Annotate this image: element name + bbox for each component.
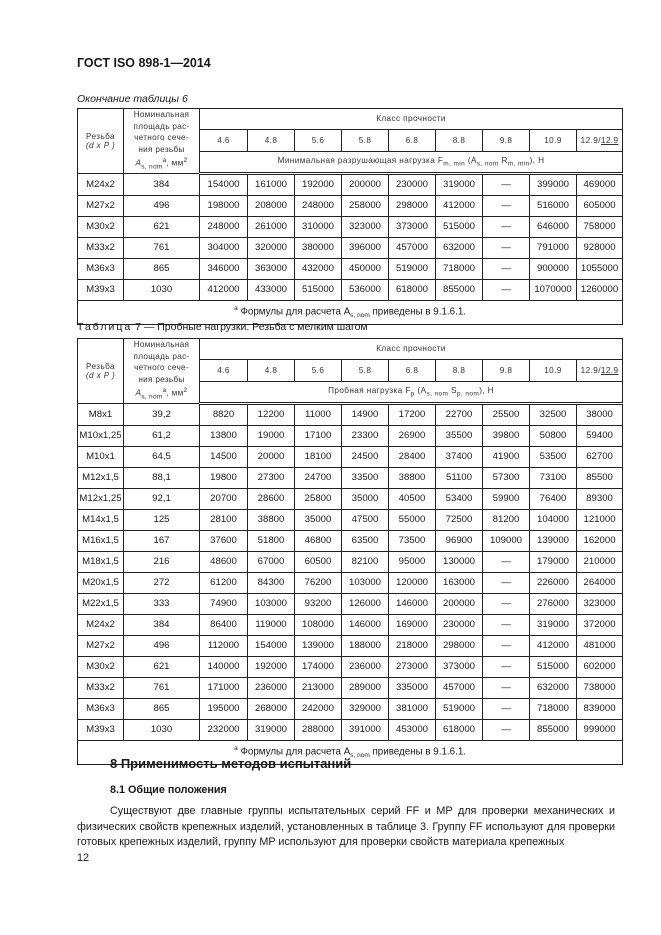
thread-cell: M33x2 (78, 677, 124, 698)
load-cell: 37600 (200, 530, 248, 551)
load-cell: 632000 (530, 677, 577, 698)
class-row: 4.6 4.8 5.6 5.8 6.8 8.8 9.8 10.9 12.9/12.9 (78, 129, 623, 151)
load-cell: 289000 (342, 677, 389, 698)
load-cell: 163000 (436, 572, 483, 593)
load-cell: 171000 (200, 677, 248, 698)
area-cell: 496 (124, 635, 200, 656)
load-cell: 74900 (200, 593, 248, 614)
area-cell: 167 (124, 530, 200, 551)
area-cell: 761 (124, 237, 200, 258)
load-cell: 192000 (248, 656, 295, 677)
load-cell: 432000 (295, 258, 342, 279)
load-cell: — (483, 656, 530, 677)
subsection-title: 8.1 Общие положения (110, 784, 227, 796)
thread-cell: M14x1,5 (78, 509, 124, 530)
load-cell: 146000 (389, 593, 436, 614)
load-cell: 516000 (530, 195, 577, 216)
load-cell: 412000 (200, 279, 248, 300)
load-cell: 433000 (248, 279, 295, 300)
load-cell: 14500 (200, 446, 248, 467)
section-title: 8 Применимость методов испытаний (110, 756, 352, 771)
load-cell: 226000 (530, 572, 577, 593)
load-cell: 17100 (295, 425, 342, 446)
load-cell: 96900 (436, 530, 483, 551)
table-row (78, 530, 623, 551)
load-cell: 208000 (248, 195, 295, 216)
body-paragraph: Существуют две главные группы испытательных серий FF и MP для проверки механических и физических свойств крепежных изделий, установленных в таблице 3. Группу FF используют для проверки готовых крепежных изделий, группу MP используют для проверки свойств материала крепежных (77, 805, 615, 848)
load-cell: 515000 (436, 216, 483, 237)
load-cell: 33500 (342, 467, 389, 488)
load-cell: 81200 (483, 509, 530, 530)
load-cell: 28600 (248, 488, 295, 509)
area-cell: 865 (124, 258, 200, 279)
load-cell: 38800 (389, 467, 436, 488)
load-cell: 86400 (200, 614, 248, 635)
load-cell: — (483, 216, 530, 237)
thread-header: Резьба (d x P ) (78, 109, 124, 174)
load-cell: 39800 (483, 425, 530, 446)
load-cell: 20000 (248, 446, 295, 467)
thread-cell: M30x2 (78, 216, 124, 237)
load-cell: 1260000 (577, 279, 623, 300)
load-cell: 261000 (248, 216, 295, 237)
table-row (78, 656, 623, 677)
thread-cell: M22x1,5 (78, 593, 124, 614)
table-row (78, 593, 623, 614)
load-cell: 319000 (248, 719, 295, 740)
load-cell: — (483, 195, 530, 216)
thread-cell: M24x2 (78, 614, 124, 635)
load-cell: 12200 (248, 403, 295, 425)
load-cell: 25800 (295, 488, 342, 509)
load-cell: 999000 (577, 719, 623, 740)
load-cell: 112000 (200, 635, 248, 656)
table7 (77, 338, 623, 765)
load-cell: 26900 (389, 425, 436, 446)
load-cell: — (483, 635, 530, 656)
load-cell: 104000 (530, 509, 577, 530)
area-cell: 272 (124, 572, 200, 593)
load-cell: 51800 (248, 530, 295, 551)
load-cell: 169000 (389, 614, 436, 635)
area-header: Номинальная площадь рас- четного сече- ния резьбы $A_{s, nom}^a$, $мм^2$ (124, 109, 200, 174)
load-header: Минимальная разрушающая нагрузка $F_{m, min}$ ($A_{s, nom}$ $R_{m, min}$), Н (200, 151, 623, 173)
load-cell: 63500 (342, 530, 389, 551)
page-number: 12 (77, 852, 90, 864)
thread-cell: M20x1,5 (78, 572, 124, 593)
load-cell: — (483, 279, 530, 300)
load-cell: 109000 (483, 530, 530, 551)
load-cell: 230000 (389, 173, 436, 195)
table-row (78, 216, 623, 237)
load-cell: 32500 (530, 403, 577, 425)
load-cell: 35000 (342, 488, 389, 509)
area-cell: 384 (124, 614, 200, 635)
load-cell: 119000 (248, 614, 295, 635)
load-cell: 323000 (577, 593, 623, 614)
thread-cell: M36x3 (78, 698, 124, 719)
area-cell: 216 (124, 551, 200, 572)
area-cell: 88,1 (124, 467, 200, 488)
load-cell: 329000 (342, 698, 389, 719)
load-cell: 319000 (530, 614, 577, 635)
load-cell: 319000 (436, 173, 483, 195)
table-row (78, 572, 623, 593)
load-cell: 38800 (248, 509, 295, 530)
load-cell: 242000 (295, 698, 342, 719)
load-cell: 928000 (577, 237, 623, 258)
load-cell: 210000 (577, 551, 623, 572)
table-row (78, 258, 623, 279)
load-cell: 372000 (577, 614, 623, 635)
load-cell: 412000 (436, 195, 483, 216)
load-cell: 264000 (577, 572, 623, 593)
load-cell: — (483, 593, 530, 614)
load-cell: 27300 (248, 467, 295, 488)
thread-cell: M18x1,5 (78, 551, 124, 572)
load-cell: 298000 (389, 195, 436, 216)
load-cell: 236000 (342, 656, 389, 677)
table6-body (78, 173, 623, 300)
load-cell: 73500 (389, 530, 436, 551)
table-row (78, 403, 623, 425)
table-row (78, 488, 623, 509)
load-cell: 23300 (342, 425, 389, 446)
thread-cell: M16x1,5 (78, 530, 124, 551)
load-cell: 76400 (530, 488, 577, 509)
load-cell: 154000 (200, 173, 248, 195)
table-row (78, 614, 623, 635)
load-cell: 218000 (389, 635, 436, 656)
table-row (78, 173, 623, 195)
load-cell: 22700 (436, 403, 483, 425)
load-cell: 179000 (530, 551, 577, 572)
table-row (78, 677, 623, 698)
load-cell: 154000 (248, 635, 295, 656)
load-cell: 11000 (295, 403, 342, 425)
load-cell: 469000 (577, 173, 623, 195)
load-cell: 95000 (389, 551, 436, 572)
load-cell: 320000 (248, 237, 295, 258)
load-cell: 412000 (530, 635, 577, 656)
load-cell: 195000 (200, 698, 248, 719)
load-cell: 900000 (530, 258, 577, 279)
load-cell: 72500 (436, 509, 483, 530)
load-cell: 298000 (436, 635, 483, 656)
load-cell: 381000 (389, 698, 436, 719)
load-cell: 605000 (577, 195, 623, 216)
load-cell: 48600 (200, 551, 248, 572)
load-cell: 50800 (530, 425, 577, 446)
table7-caption: Таблица 7 — Пробные нагрузки. Резьба с мелким шагом (77, 321, 368, 333)
load-cell: 40500 (389, 488, 436, 509)
load-cell: 1055000 (577, 258, 623, 279)
table6-caption: Окончание таблицы 6 (77, 93, 188, 105)
class-row: 4.6 4.8 5.6 5.8 6.8 8.8 9.8 10.9 12.9/12.9 (78, 359, 623, 381)
area-cell: 761 (124, 677, 200, 698)
load-cell: — (483, 258, 530, 279)
load-cell: 53500 (530, 446, 577, 467)
area-cell: 64,5 (124, 446, 200, 467)
load-cell: — (483, 719, 530, 740)
load-cell: 85500 (577, 467, 623, 488)
area-cell: 92,1 (124, 488, 200, 509)
load-cell: 51100 (436, 467, 483, 488)
load-cell: 515000 (530, 656, 577, 677)
load-cell: 200000 (436, 593, 483, 614)
load-cell: 38000 (577, 403, 623, 425)
load-cell: 457000 (389, 237, 436, 258)
load-cell: 121000 (577, 509, 623, 530)
load-cell: — (483, 698, 530, 719)
load-cell: 346000 (200, 258, 248, 279)
load-cell: 519000 (389, 258, 436, 279)
load-cell: 453000 (389, 719, 436, 740)
load-cell: 139000 (295, 635, 342, 656)
load-cell: 126000 (342, 593, 389, 614)
area-cell: 39,2 (124, 403, 200, 425)
load-cell: 146000 (342, 614, 389, 635)
load-cell: 28400 (389, 446, 436, 467)
load-cell: 198000 (200, 195, 248, 216)
area-cell: 333 (124, 593, 200, 614)
thread-cell: M39x3 (78, 719, 124, 740)
load-cell: 120000 (389, 572, 436, 593)
load-cell: 46800 (295, 530, 342, 551)
area-header: Номинальная площадь рас- четного сече- ния резьбы $A_{s, nom}^a$, $мм^2$ (124, 339, 200, 404)
load-cell: 47500 (342, 509, 389, 530)
load-cell: 18100 (295, 446, 342, 467)
strength-class-header: Класс прочности (200, 339, 623, 360)
load-cell: 515000 (295, 279, 342, 300)
strength-class-header: Класс прочности (200, 109, 623, 130)
load-cell: — (483, 173, 530, 195)
load-cell: 25500 (483, 403, 530, 425)
document-header: ГОСТ ISO 898-1—2014 (77, 56, 211, 70)
load-cell: — (483, 614, 530, 635)
load-cell: 139000 (530, 530, 577, 551)
thread-cell: M30x2 (78, 656, 124, 677)
load-cell: 335000 (389, 677, 436, 698)
table-row (78, 195, 623, 216)
thread-cell: M33x2 (78, 237, 124, 258)
load-cell: 108000 (295, 614, 342, 635)
table-row (78, 551, 623, 572)
load-cell: 288000 (295, 719, 342, 740)
area-cell: 1030 (124, 719, 200, 740)
load-cell: 84300 (248, 572, 295, 593)
load-cell: 232000 (200, 719, 248, 740)
load-cell: 53400 (436, 488, 483, 509)
load-cell: 13800 (200, 425, 248, 446)
table-row (78, 279, 623, 300)
table-row (78, 635, 623, 656)
load-cell: 373000 (436, 656, 483, 677)
area-cell: 1030 (124, 279, 200, 300)
load-cell: 130000 (436, 551, 483, 572)
load-cell: 618000 (389, 279, 436, 300)
load-cell: 35500 (436, 425, 483, 446)
load-cell: 213000 (295, 677, 342, 698)
load-cell: 380000 (295, 237, 342, 258)
load-cell: 399000 (530, 173, 577, 195)
load-cell: 310000 (295, 216, 342, 237)
load-cell: 519000 (436, 698, 483, 719)
area-cell: 621 (124, 216, 200, 237)
load-cell: 248000 (200, 216, 248, 237)
load-cell: 89300 (577, 488, 623, 509)
load-cell: 839000 (577, 698, 623, 719)
thread-cell: M27x2 (78, 635, 124, 656)
load-cell: 268000 (248, 698, 295, 719)
thread-cell: M36x3 (78, 258, 124, 279)
load-cell: 19800 (200, 467, 248, 488)
table7-footnote: $^a$ Формулы для расчета $A_{s, nom}$ приведены в 9.1.6.1. (78, 740, 623, 764)
load-cell: 57300 (483, 467, 530, 488)
load-cell: 55000 (389, 509, 436, 530)
load-cell: 236000 (248, 677, 295, 698)
load-cell: 258000 (342, 195, 389, 216)
load-cell: 718000 (530, 698, 577, 719)
load-cell: 457000 (436, 677, 483, 698)
load-cell: 19000 (248, 425, 295, 446)
load-cell: 41900 (483, 446, 530, 467)
load-cell: 248000 (295, 195, 342, 216)
load-cell: 161000 (248, 173, 295, 195)
load-cell: 60500 (295, 551, 342, 572)
load-cell: 200000 (342, 173, 389, 195)
load-cell: 373000 (389, 216, 436, 237)
load-cell: 140000 (200, 656, 248, 677)
area-cell: 621 (124, 656, 200, 677)
load-cell: 82100 (342, 551, 389, 572)
thread-cell: M10x1 (78, 446, 124, 467)
load-cell: 718000 (436, 258, 483, 279)
table-row (78, 467, 623, 488)
load-cell: 536000 (342, 279, 389, 300)
load-cell: 73100 (530, 467, 577, 488)
load-cell: 646000 (530, 216, 577, 237)
load-cell: 450000 (342, 258, 389, 279)
load-cell: 230000 (436, 614, 483, 635)
load-cell: 276000 (530, 593, 577, 614)
load-cell: 1070000 (530, 279, 577, 300)
table-row (78, 719, 623, 740)
thread-cell: M27x2 (78, 195, 124, 216)
load-cell: 632000 (436, 237, 483, 258)
table-row (78, 509, 623, 530)
load-cell: 174000 (295, 656, 342, 677)
table-row (78, 425, 623, 446)
load-cell: — (483, 551, 530, 572)
load-cell: 304000 (200, 237, 248, 258)
load-cell: 791000 (530, 237, 577, 258)
table-row (78, 237, 623, 258)
load-cell: 67000 (248, 551, 295, 572)
thread-cell: M8x1 (78, 403, 124, 425)
area-cell: 496 (124, 195, 200, 216)
load-cell: 192000 (295, 173, 342, 195)
load-cell: 188000 (342, 635, 389, 656)
load-cell: 618000 (436, 719, 483, 740)
load-cell: 602000 (577, 656, 623, 677)
load-cell: 20700 (200, 488, 248, 509)
area-cell: 865 (124, 698, 200, 719)
load-cell: 37400 (436, 446, 483, 467)
table6 (77, 108, 623, 325)
thread-cell: M12x1,25 (78, 488, 124, 509)
load-cell: 76200 (295, 572, 342, 593)
load-cell: 363000 (248, 258, 295, 279)
load-cell: 758000 (577, 216, 623, 237)
load-cell: 62700 (577, 446, 623, 467)
load-cell: 855000 (436, 279, 483, 300)
load-cell: 17200 (389, 403, 436, 425)
table7-body (78, 403, 623, 740)
load-cell: — (483, 572, 530, 593)
table-row (78, 446, 623, 467)
load-cell: 103000 (342, 572, 389, 593)
load-cell: 273000 (389, 656, 436, 677)
thread-cell: M24x2 (78, 173, 124, 195)
load-cell: 103000 (248, 593, 295, 614)
load-cell: 24700 (295, 467, 342, 488)
load-cell: 481000 (577, 635, 623, 656)
thread-cell: M39x3 (78, 279, 124, 300)
table-row (78, 698, 623, 719)
thread-header: Резьба (d x P ) (78, 339, 124, 404)
load-cell: 323000 (342, 216, 389, 237)
load-cell: — (483, 237, 530, 258)
load-cell: 738000 (577, 677, 623, 698)
thread-cell: M12x1,5 (78, 467, 124, 488)
load-cell: 8820 (200, 403, 248, 425)
load-cell: 59900 (483, 488, 530, 509)
area-cell: 61,2 (124, 425, 200, 446)
load-cell: 162000 (577, 530, 623, 551)
load-cell: 93200 (295, 593, 342, 614)
load-cell: 391000 (342, 719, 389, 740)
load-cell: 24500 (342, 446, 389, 467)
thread-cell: M10x1,25 (78, 425, 124, 446)
load-cell: 28100 (200, 509, 248, 530)
load-cell: 35000 (295, 509, 342, 530)
area-cell: 125 (124, 509, 200, 530)
area-cell: 384 (124, 173, 200, 195)
load-cell: 61200 (200, 572, 248, 593)
table6-footnote: $^a$ Формулы для расчета $A_{s, nom}$ приведены в 9.1.6.1. (78, 300, 623, 324)
load-cell: 396000 (342, 237, 389, 258)
load-header: Пробная нагрузка $F_p$ ($A_{s, nom}$ $S_{p, nom}$), Н (200, 381, 623, 403)
load-cell: 59400 (577, 425, 623, 446)
load-cell: 855000 (530, 719, 577, 740)
load-cell: — (483, 677, 530, 698)
load-cell: 14900 (342, 403, 389, 425)
